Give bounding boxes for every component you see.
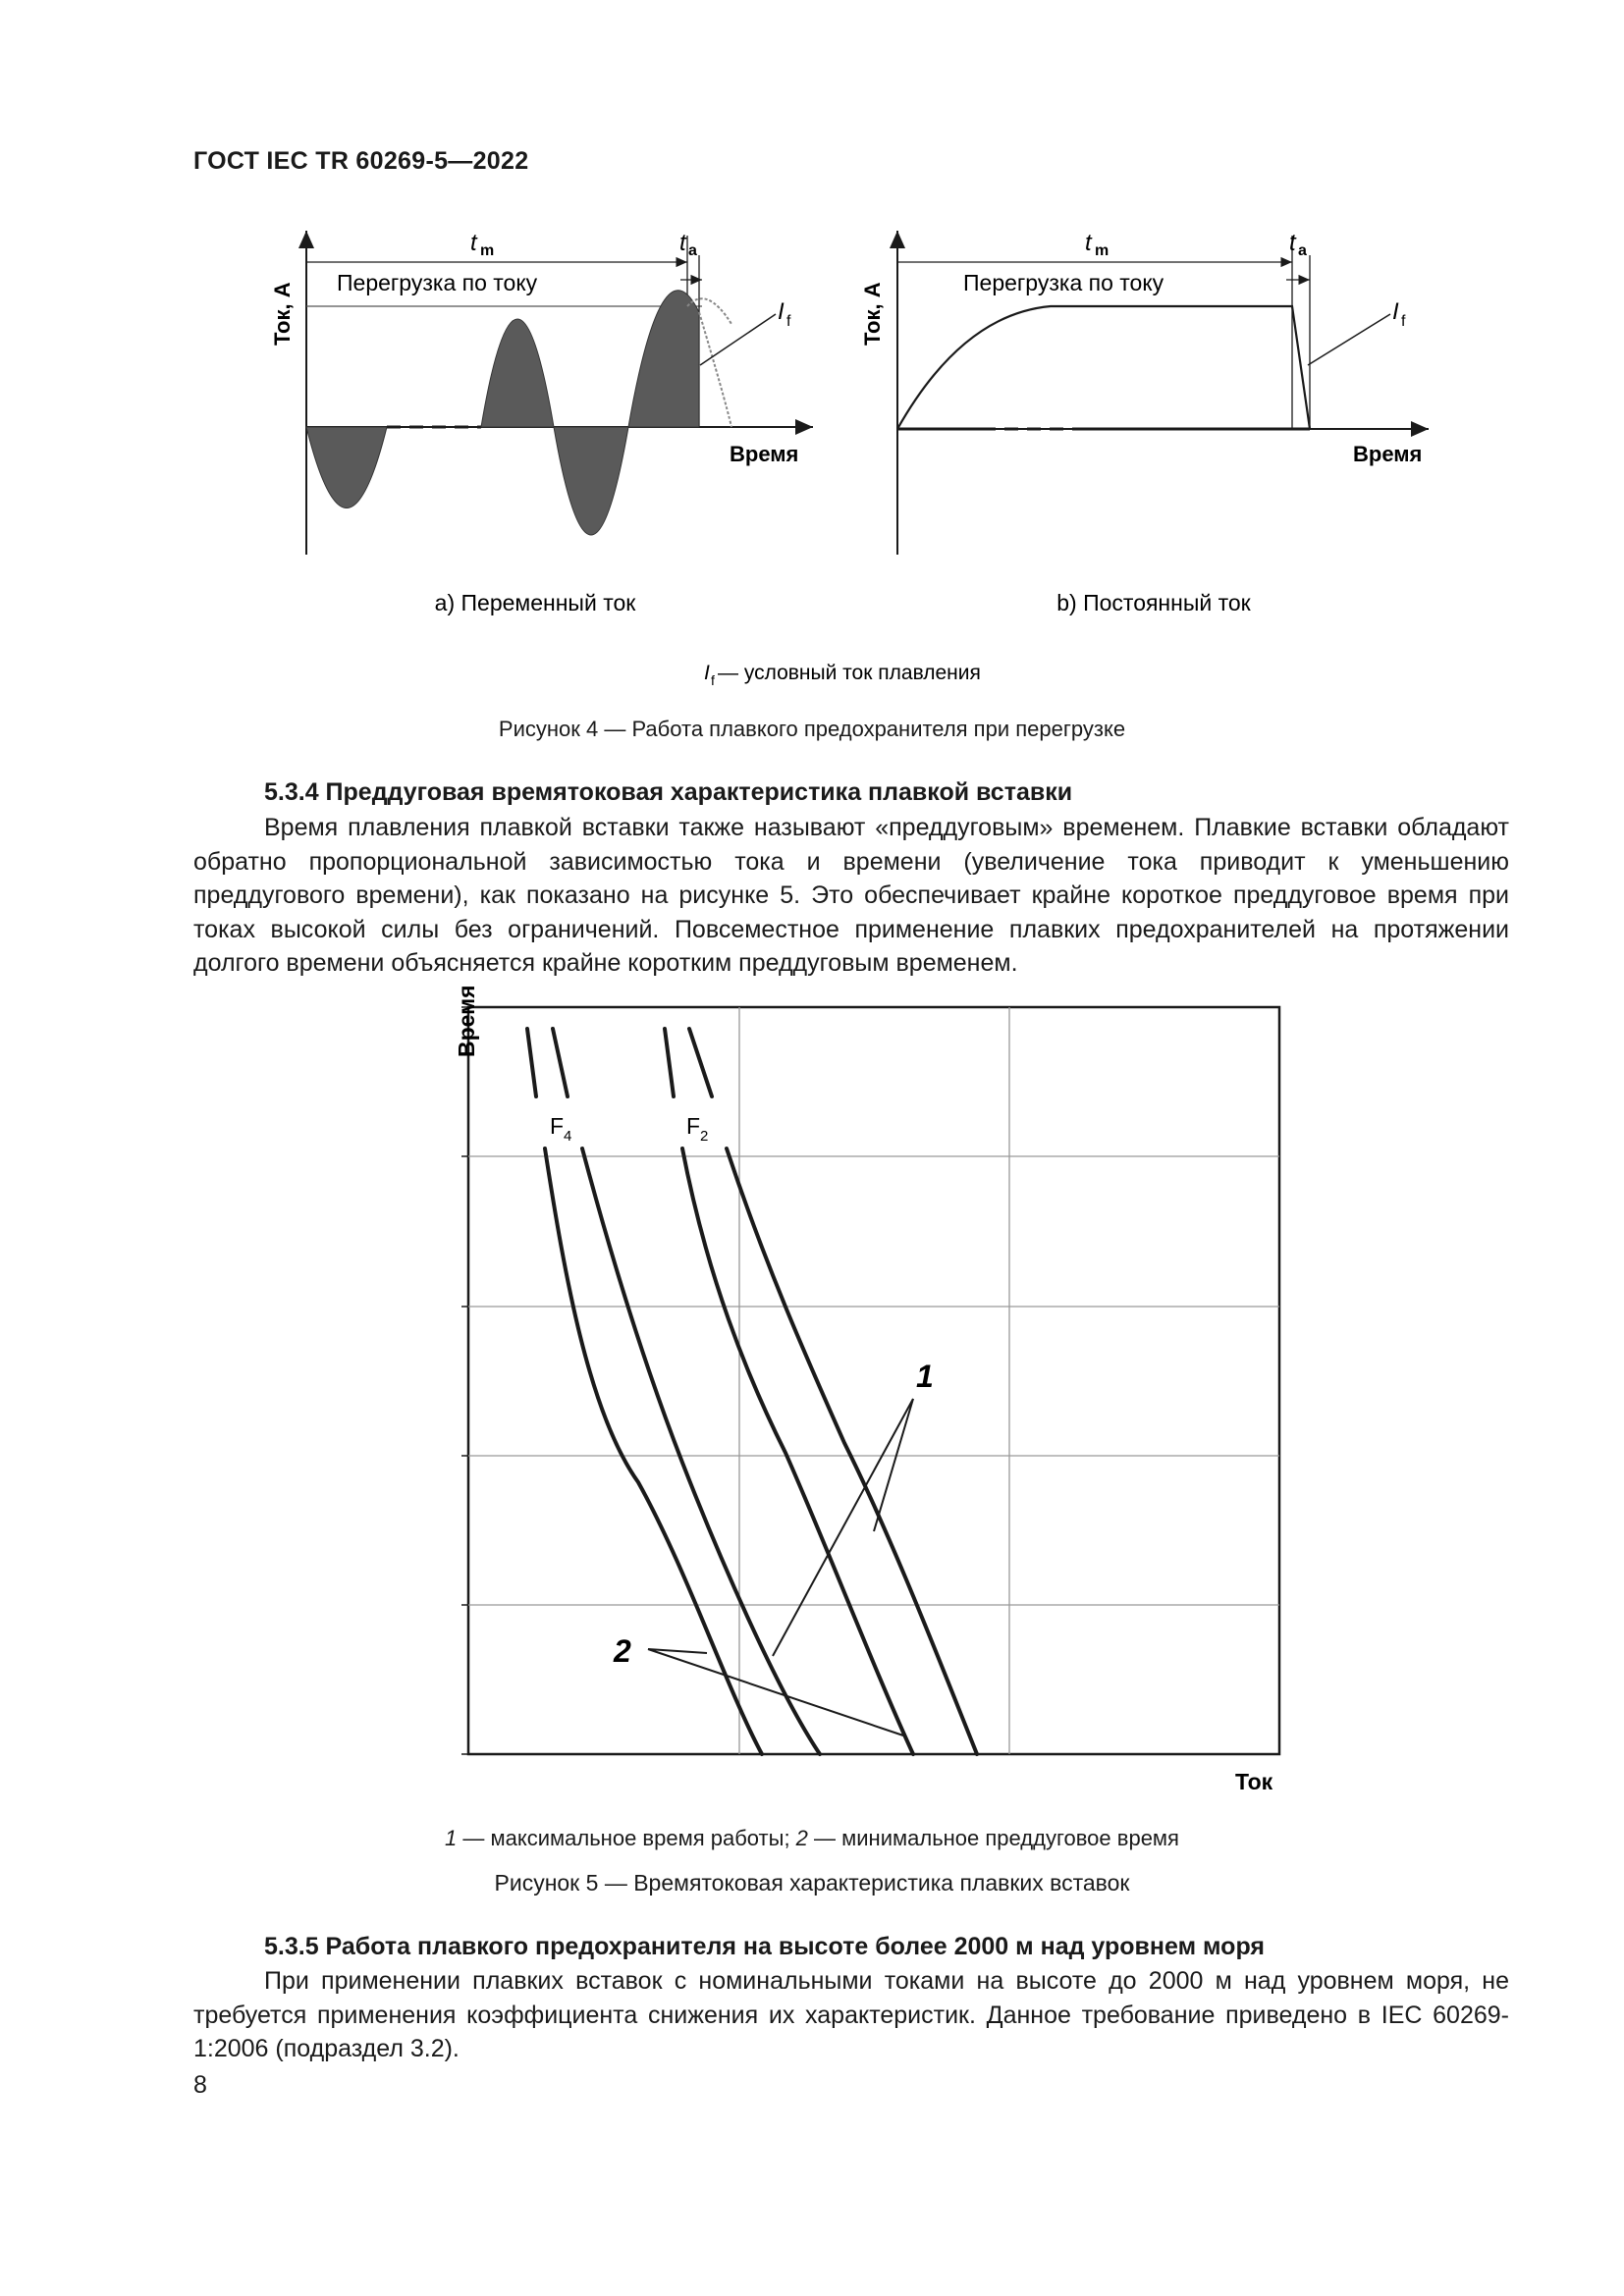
dc-current-curve (897, 306, 1310, 429)
callout-1: 1 (916, 1359, 934, 1394)
figure5-ylabel: Время (454, 985, 479, 1057)
figure-4-panel-b (860, 230, 1429, 615)
section-534-paragraph: Время плавления плавкой вставки также называют «преддуговым» временем. Плавкие вставки обладают обратно пропорциональной зависимостью тока и времени (увеличение тока приводит к уменьшению преддугового времени), как показано на рисунке 5. Это обеспечивает крайне короткое преддуговое время при токах высокой силы без ограничений. Повсеместное применение плавких предохранителей на протяжении долгого времени объясняется крайне коротким преддуговым временем. (193, 814, 1509, 977)
ac-prospective-wave (699, 312, 731, 427)
figure-5-legend (0, 1826, 1624, 1851)
ac-interrupted-half-wave (628, 291, 699, 427)
legend-2-text: — минимальное преддуговое время (807, 1826, 1179, 1850)
f2-max-curve-stub (689, 1029, 712, 1096)
ta-sub-b: a (1298, 242, 1307, 259)
callout-2: 2 (614, 1633, 631, 1669)
document-header: ГОСТ IEC TR 60269-5—2022 (193, 147, 529, 175)
section-534-heading: 5.3.4 Преддуговая времятоковая характеристика плавкой вставки (264, 778, 1073, 806)
section-535-body (193, 1964, 1509, 2066)
f4-label: F (550, 1113, 565, 1139)
ac-negative-half-wave-2 (554, 427, 628, 535)
f4-max-curve-stub (553, 1029, 568, 1096)
caption-a: a) Переменный ток (434, 590, 636, 615)
xlabel-a: Время (730, 442, 799, 466)
section-535-paragraph: При применении плавких вставок с номинальными токами на высоте до 2000 м над уровнем моря, не требуется применения коэффициента снижения их характеристик. Данное требование приведено в IEC 60269-1:2006 (подраздел 3.2). (193, 1967, 1509, 2062)
ylabel-a: Ток, А (270, 282, 295, 346)
tm-sub-a: m (480, 242, 495, 259)
legend-2-num: 2 (795, 1826, 808, 1850)
figure4-legend-sub: f (711, 672, 715, 688)
ac-positive-half-wave (481, 319, 554, 427)
figure-4 (0, 0, 1624, 707)
f4-min-curve-stub (527, 1029, 536, 1096)
figure-5-title: Рисунок 5 — Времятоковая характеристика плавких вставок (494, 1870, 1130, 1896)
f2-sub: 2 (700, 1128, 709, 1145)
f2-label: F (686, 1113, 701, 1139)
ylabel-b: Ток, А (860, 282, 885, 346)
overload-label-a: Перегрузка по току (337, 270, 538, 295)
ta-label-a: t (679, 230, 686, 256)
xlabel-b: Время (1353, 442, 1423, 466)
figure-5-grid (468, 1007, 1279, 1754)
caption-b: b) Постоянный ток (1056, 590, 1251, 615)
figure-4-title: Рисунок 4 — Работа плавкого предохранителя при перегрузке (498, 717, 1126, 741)
f4-sub: 4 (564, 1128, 572, 1145)
overload-label-b: Перегрузка по току (963, 270, 1164, 295)
figure-5 (0, 982, 1624, 1904)
figure4-legend-symbol: I (704, 662, 710, 684)
tm-sub-b: m (1095, 242, 1110, 259)
figure5-xlabel: Ток (1235, 1769, 1273, 1794)
section-534-body (193, 811, 1509, 981)
tm-label-b: t (1085, 230, 1092, 256)
tm-label-a: t (470, 230, 477, 256)
ta-label-b: t (1289, 230, 1296, 256)
figure-4-panel-a (270, 230, 813, 615)
ac-negative-half-wave (306, 427, 387, 508)
f4-min-curve (545, 1148, 762, 1754)
page-number: 8 (193, 2071, 207, 2099)
figure4-legend-text: — условный ток плавления (718, 662, 981, 684)
if-sub-a: f (786, 313, 791, 330)
if-label-a: I (778, 298, 785, 325)
f2-min-curve-stub (665, 1029, 674, 1096)
legend-1-num: 1 (445, 1826, 458, 1850)
ta-sub-a: a (688, 242, 697, 259)
if-label-b: I (1392, 298, 1399, 325)
if-sub-b: f (1401, 313, 1406, 330)
legend-1-text: — максимальное время работы; (457, 1826, 796, 1850)
f2-max-curve (727, 1148, 977, 1754)
f2-min-curve (682, 1148, 913, 1754)
section-535-heading: 5.3.5 Работа плавкого предохранителя на высоте более 2000 м над уровнем моря (264, 1933, 1265, 1960)
